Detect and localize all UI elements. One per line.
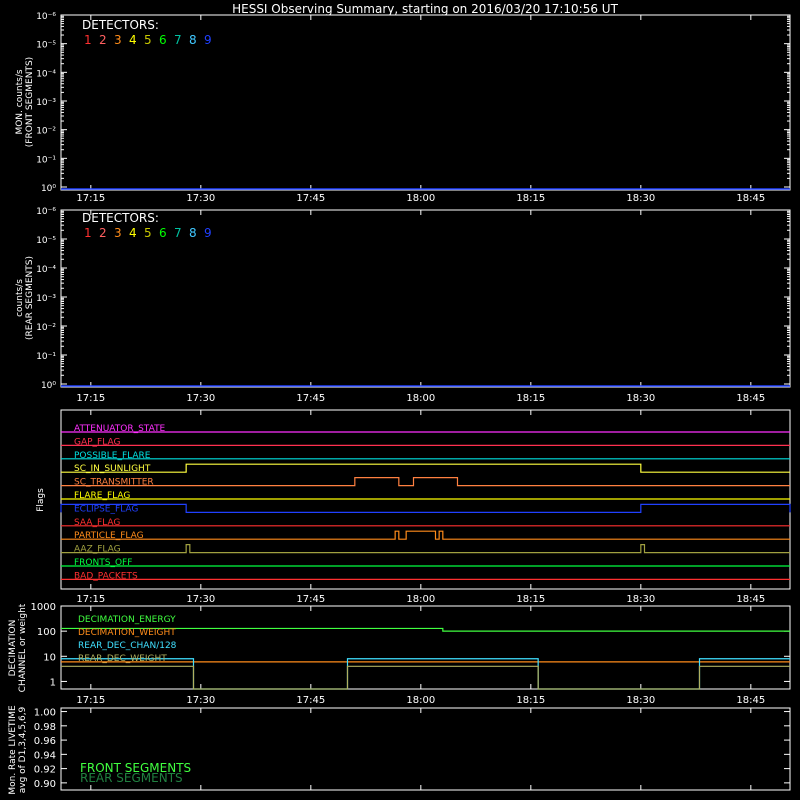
y-tick-label: 10⁻⁴ [36,69,56,80]
detector-legend-item: 7 [174,226,182,240]
time-tick-label: 17:15 [76,695,106,706]
rear-legend-title: DETECTORS: [82,211,159,225]
y-tick-label: 10⁻¹ [36,352,56,362]
detector-legend-item: 4 [129,33,137,47]
y-tick-label: 0.96 [33,736,56,748]
time-tick-label: 17:45 [296,594,326,605]
detector-legend-item: 2 [99,226,107,240]
flag-label: AAZ_FLAG [74,544,121,555]
y-tick-label: 0.92 [33,764,56,776]
detector-legend-item: 8 [189,226,197,240]
detector-legend-item: 1 [84,33,92,47]
time-tick-label: 18:15 [516,695,546,706]
flag-label: GAP_FLAG [74,437,121,448]
time-tick-label: 17:15 [76,393,106,404]
y-tick-label: 1.00 [33,707,56,719]
detector-legend-item: 5 [144,33,152,47]
flag-label: FRONTS_OFF [74,558,133,568]
flag-label: ECLIPSE_FLAG [74,504,139,515]
time-tick-label: 18:45 [736,193,766,204]
time-tick-label: 18:30 [626,393,656,404]
livetime-legend-label: FRONT SEGMENTS [80,761,192,775]
detector-legend-item: 3 [114,226,122,240]
y-tick-label: 10⁰ [40,381,56,391]
y-tick-label: 10 [43,652,56,664]
flag-label: POSSIBLE_FLARE [74,450,151,461]
time-tick-label: 17:45 [296,695,326,706]
detector-legend-item: 2 [99,33,107,47]
y-tick-label: 10⁻⁶ [36,207,56,217]
detector-legend-item: 9 [204,226,212,240]
time-tick-label: 17:30 [186,393,216,404]
time-tick-label: 17:15 [76,193,106,204]
time-tick-label: 18:30 [626,695,656,706]
decimation-ylabel-line2: CHANNEL or weight [18,603,28,693]
y-tick-label: 10⁻¹ [36,155,56,166]
decimation-legend-label: DECIMATION_WEIGHT [78,628,176,638]
y-tick-label: 10⁻² [36,126,56,137]
y-tick-label: 10⁻³ [36,294,56,304]
time-tick-label: 17:15 [76,594,106,605]
flags-ylabel: Flags [36,488,46,512]
time-tick-label: 18:30 [626,594,656,605]
livetime-ylabel-line2: avg of D1,3,4,5,6,9 [18,706,28,794]
front-ylabel-line1: MON. counts/s [15,69,25,135]
time-tick-label: 17:30 [186,193,216,204]
detector-legend-item: 3 [114,33,122,47]
detector-legend-item: 1 [84,226,92,240]
flag-label: SC_IN_SUNLIGHT [74,464,151,475]
time-tick-label: 18:15 [516,393,546,404]
y-tick-label: 1 [49,677,56,689]
time-tick-label: 18:00 [406,695,436,706]
y-tick-label: 10⁻⁵ [36,40,56,51]
y-tick-label: 10⁰ [40,184,56,194]
decimation-legend-label: REAR_DEC_WEIGHT [78,654,167,664]
flag-label: BAD_PACKETS [74,571,138,582]
flag-label: SC_TRANSMITTER [74,477,154,488]
time-tick-label: 18:00 [406,594,436,605]
time-tick-label: 17:30 [186,695,216,706]
y-tick-label: 0.98 [33,721,56,733]
y-tick-label: 100 [36,627,56,639]
time-tick-label: 17:45 [296,393,326,404]
detector-legend-item: 5 [144,226,152,240]
y-tick-label: 10⁻⁵ [36,236,56,246]
detector-legend-item: 9 [204,33,212,47]
decimation-legend-label: REAR_DEC_CHAN/128 [78,641,177,651]
time-tick-label: 18:45 [736,695,766,706]
time-tick-label: 17:45 [296,193,326,204]
y-tick-label: 1000 [30,602,56,613]
detector-legend-item: 8 [189,33,197,47]
time-tick-label: 18:15 [516,193,546,204]
y-tick-label: 10⁻⁴ [36,265,56,275]
y-tick-label: 10⁻⁶ [36,12,56,22]
detector-legend-item: 4 [129,226,137,240]
flag-label: SAA_FLAG [74,517,121,528]
time-tick-label: 18:45 [736,594,766,605]
flag-label: PARTICLE_FLAG [74,531,144,542]
decimation-ylabel-line1: DECIMATION [8,619,18,677]
time-tick-label: 18:45 [736,393,766,404]
y-tick-label: 10⁻³ [36,98,56,108]
livetime-legend-label: REAR SEGMENTS [80,771,183,785]
time-tick-label: 17:30 [186,594,216,605]
time-tick-label: 18:00 [406,193,436,204]
decimation-legend-label: DECIMATION_ENERGY [78,615,176,625]
time-tick-label: 18:15 [516,594,546,605]
chart-title: HESSI Observing Summary, starting on 2016/03/20 17:10:56 UT [232,2,618,16]
front-legend-title: DETECTORS: [82,18,159,32]
flag-label: ATTENUATOR_STATE [74,424,166,434]
rear-ylabel-line1: counts/s [15,279,25,317]
rear-ylabel-line2: (REAR SEGMENTS) [25,255,35,341]
detector-legend-item: 7 [174,33,182,47]
detector-legend-item: 6 [159,33,167,47]
time-tick-label: 18:30 [626,193,656,204]
y-tick-label: 0.94 [33,750,56,762]
detector-legend-item: 6 [159,226,167,240]
time-tick-label: 18:00 [406,393,436,404]
flag-label: FLARE_FLAG [74,491,131,501]
y-tick-label: 0.90 [33,778,56,790]
front-ylabel-line2: (FRONT SEGMENTS) [25,56,35,148]
livetime-ylabel-line1: Mon. Rate LIVETIME [8,705,18,795]
y-tick-label: 10⁻² [36,323,56,333]
